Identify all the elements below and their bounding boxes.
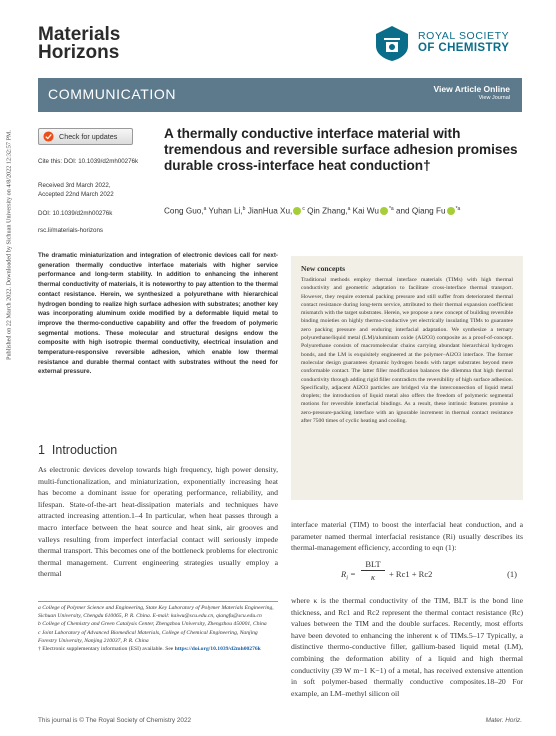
article-title: A thermally conductive interface material with tremendous and reversible surface adhesion promises durable cross-interface heat conduction† (164, 126, 518, 173)
equation-1 (291, 556, 523, 590)
journal-url[interactable]: rsc.li/materials-horizons (38, 227, 103, 234)
orcid-icon[interactable] (293, 207, 301, 215)
author-name[interactable]: Yuhan Li, (206, 206, 243, 216)
equation-rest: + Rc1 + Rc2 (389, 569, 433, 579)
publication-side-note (4, 120, 14, 370)
doi[interactable]: DOI: 10.1039/d2mh00276k (38, 210, 113, 217)
new-concepts-body: Traditional methods employ thermal interface materials (TIMs) with high thermal conductivity and geometric adaptation to facilitate cross-interface thermal transport. However, they require external packing pressure and still suffer from deteriorated thermal contact resistance during long-term service, attributed to their thermal expansion coefficient mismatch with the target substrates. Herein, we propose a new concept of building reversible binding moieties on highly thermo-conductive yet electrically insulating TIMs to guarantee zero packing pressure and enduring interfacial adaptation. We synthesize a ternary polyurethane/liquid metal (LM)/aluminum oxide (Al2O3) composite as a proof-of-concept. Polyurethane consists of macromolecular chains carrying abundant hierarchical hydrogen bonds, and the LM is exquisitely engineered at the polymer–Al2O3 interface. The former molecular design guarantees dynamic hydrogen bonds with target substrates beyond mere conformable contact. The latter filler modification balances the dilemma that high thermal conductivity through adding rigid filler contradicts the reversibility of high surface adhesion. Specifically, adjacent Al2O3 particles are bridged via the interconnection of liquid metal droplets; the introduction of liquid metal also offers the freedom of polymeric segmental motions for reversible interfacial bindings. As a result, these intrinsic features promise a zero-pressure-packing interface with an ignorable increment in thermal contact resistance after 7500 times of cyclic heating and cooling. (301, 277, 513, 425)
author-affiliation: a (347, 206, 351, 212)
author-list (164, 206, 534, 216)
rsc-logo[interactable] (372, 22, 522, 62)
intro-paragraph-col2b: where κ is the thermal conductivity of the TIM, BLT is the bond line thickness, and Rc1 and Rc2 represent the thermal contact resistance (Rc) values between the TIM and the double surfaces. Recently, most efforts have been devoted to enhancing the inherent κ of TIMs.5–17 Typically, a distinctive thermo-conductive filler, gallium-based liquid metal (LM), combining the deformation ability of a liquid and high thermal conductivity (39 W m−1 K−1) of a metal, has received extensive attention in soft polymer-based thermally conductive composites.18–20 For example, an LM–methyl silicon oil (291, 596, 523, 698)
esi-text: † Electronic supplementary information (ESI) available. See (38, 646, 174, 653)
journal-title[interactable] (38, 26, 120, 62)
abstract: The dramatic miniaturization and integration of electronic devices call for next-generation thermally conductive interface materials with higher service performance and long-term stability. In addition to enhancing the inherent thermal conductivity of materials, it is noteworthy to pay attention to the thermal contact resistance. Herein, we synthesized a polyurethane with hierarchical hydrogen bonding to realize high surface adhesion with substrates; another key was incorporating aluminum oxide modified by a deformable liquid metal to improve the thermo-conductive capability and offer the freedom of polymeric segmental motions. These molecular and structural designs endow the composite with high isotropic thermal conductivity, electrical insulation and temperature-responsive reversible adhesion, which enable low thermal resistance and durable thermal contact with substrates without the need for external pressure. (38, 252, 278, 376)
author-affiliation: a (203, 206, 207, 212)
equation-lhs: $R_i$ = (341, 569, 356, 582)
orcid-icon[interactable] (447, 207, 455, 215)
equation-fraction: BLT κ (361, 558, 385, 583)
view-journal-link[interactable]: View Journal (478, 95, 510, 101)
publisher-line1: ROYAL SOCIETY (418, 30, 510, 42)
author-affiliation: *a (388, 206, 394, 212)
view-article-online-link[interactable]: View Article Online (433, 84, 510, 94)
received-date: Received 3rd March 2022, (38, 182, 111, 189)
check-for-updates-label: Check for updates (59, 132, 118, 141)
section-title: Introduction (51, 443, 118, 457)
article-type-banner (38, 78, 522, 112)
author-affiliation: c (302, 206, 305, 212)
intro-paragraph-col1: As electronic devices develop towards high frequency, high power density, multi-functionalization, and miniaturization, exponentially increasing heat has become a dominant issue for operating performance, reliability, and lifespan. State-of-the-art heat-dissipation materials and techniques have attracted increasing attention.1–4 In particular, when heat passes through a macro interface between the heat source and heat sink, air grooves and valleys resulting from imperfect interfacial contact will seriously impede thermal transport. This becomes one of the bottleneck problems for electronic thermal management. Current engineering strategies usually employ a thermal (38, 465, 278, 579)
author-name[interactable]: JianHua Xu, (245, 206, 293, 216)
author-name[interactable]: Qin Zhang, (304, 206, 348, 216)
author-affiliation: b (242, 206, 246, 212)
footnote-a: a College of Polymer Science and Engineering, State Key Laboratory of Polymer Materials Engineering, Sichuan University, Chengdu 610065, P. R. China. E-mail: kaiwu@scu.edu.cn, qiangfu@scu.edu.cn (38, 605, 274, 620)
author-name[interactable]: and Qiang Fu (393, 206, 446, 216)
equation-number: (1) (507, 569, 517, 579)
check-for-updates-button[interactable] (38, 128, 133, 145)
article-type: COMMUNICATION (48, 86, 177, 102)
rsc-emblem-icon (372, 24, 412, 62)
accepted-date: Accepted 22nd March 2022 (38, 191, 114, 198)
publisher-line2: OF CHEMISTRY (418, 42, 510, 54)
cite-this[interactable]: Cite this: DOI: 10.1039/d2mh00276k (38, 158, 139, 165)
author-name[interactable]: Cong Guo, (164, 206, 204, 216)
footnote-b: b College of Chemistry and Green Catalysis Center, Zhengzhou University, Zhengzhou 450001, China (38, 621, 267, 628)
journal-title-line1: Materials (38, 24, 121, 45)
footer-copyright: This journal is © The Royal Society of Chemistry 2022 (38, 717, 192, 724)
new-concepts-title: New concepts (301, 264, 346, 273)
footnote-c: c Joint Laboratory of Advanced Biomedical Materials, College of Chemical Engineering, Nanjing Forestry University, Nanjing 210037, P. R. China (38, 629, 258, 644)
footer-journal-abbrev: Mater. Horiz. (485, 717, 522, 724)
intro-paragraph-col2: interface material (TIM) to boost the interfacial heat conduction, and a parameter named thermal interfacial resistance (Ri) usually describes its thermal-management efficiency, according to eqn (1): (291, 520, 523, 553)
crossmark-icon (43, 131, 54, 142)
side-note-text: Published on 22 March 2022. Downloaded by Sichuan University on 4/8/2022 12:32:57 PM. (5, 130, 13, 360)
esi-link[interactable]: https://doi.org/10.1039/d2mh00276k (174, 646, 261, 653)
journal-title-line2: Horizons (38, 42, 120, 63)
new-concepts-box (291, 256, 523, 500)
footnotes (38, 604, 278, 653)
author-name[interactable]: Kai Wu (350, 206, 379, 216)
footnote-divider (38, 601, 278, 602)
section-number: 1 (38, 443, 45, 457)
footnote-esi (38, 645, 278, 653)
section-heading (38, 443, 117, 457)
author-affiliation: *a (455, 206, 461, 212)
orcid-icon[interactable] (380, 207, 388, 215)
